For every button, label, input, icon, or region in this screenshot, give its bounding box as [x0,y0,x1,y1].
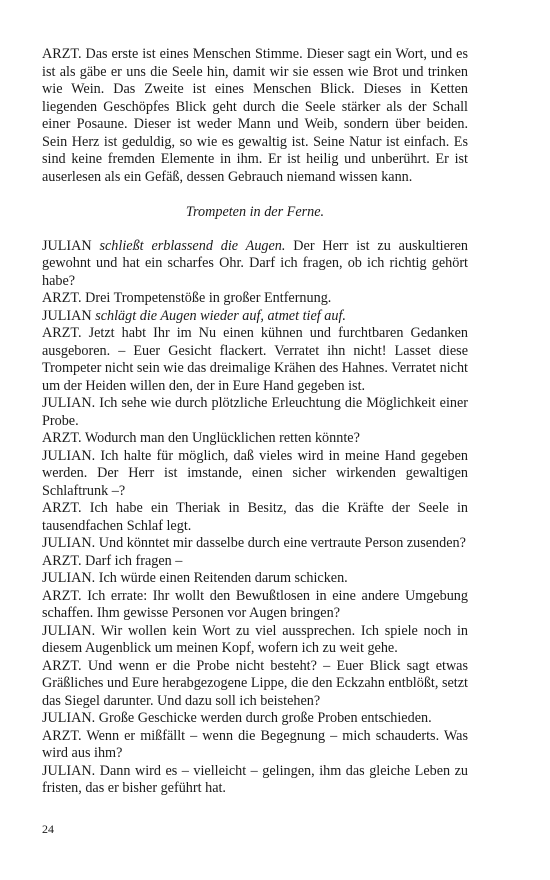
dialogue-line [42,553,468,571]
speaker-name: ARZT. [42,325,82,341]
speaker-name: JULIAN. [42,762,96,779]
speaker-name: JULIAN. [42,447,96,464]
stage-direction-inline: schließt erblassend die Augen. [99,237,286,254]
speaker-name: ARZT. [42,587,82,604]
spoken-text: Ich sehe wie durch plötzliche Erleuchtung die Möglichkeit einer Probe. [42,395,468,429]
intro-paragraph: ARZT. Das erste ist eines Menschen Stimme. Dieser sagt ein Wort, und es ist als gäbe er uns die Seele hin, damit wir sie essen wie Brot und trinken wie Wein. Das Zweite ist eines Menschen Blick. Dieses in Ketten liegenden Geschöpfes Blick geht durch die Seele stärker als der Schall einer Posaune. Dieser ist weder Mann und Weib, sondern über beiden. Sein Herz ist geduldig, so wie es gewaltig ist. Seine Natur ist einfach. Es sind keine fremden Elemente in ihm. Er ist heilig und unberührt. Er ist auserlesen als ein Gefäß, dessen Gebrauch niemand wissen kann. [42,46,468,185]
dialogue-line [42,395,468,430]
dialogue-line [42,290,468,308]
speaker-name: JULIAN. [42,535,96,551]
dialogue-line [42,308,468,326]
stage-direction: Trompeten in der Ferne. [185,204,325,220]
dialogue-line [42,430,468,448]
dialogue-line [42,535,468,553]
dialogue-line [42,570,468,588]
dialogue-line [42,728,468,763]
speaker-name: JULIAN [42,237,92,254]
spoken-text: Jetzt habt Ihr im Nu einen kühnen und furchtbaren Gedanken ausgeboren. – Euer Gesicht flackert. Verratet ihn nicht! Lasset diese Trompeter nicht sein wie das dreimalige Krähen des Hahnes. Verratet nicht um der Heiden willen den, der in Eure Hand gegeben ist. [42,325,469,394]
spoken-text: Drei Trompetenstöße in großer Entfernung. [85,290,332,306]
speaker-name: ARZT. [42,290,82,306]
page-number: 24 [42,822,54,836]
dialogue-line [42,623,468,658]
speaker-name: ARZT. [42,500,82,516]
spoken-text: Wodurch man den Unglücklichen retten könnte? [84,430,360,446]
dialogue-line [42,588,468,623]
spoken-text: Wenn er mißfällt – wenn die Begegnung – mich schauderts. Was wird aus ihm? [42,727,468,761]
speaker-name: ARZT. [42,657,82,674]
dialogue-line [42,448,468,501]
spoken-text: Ich halte für möglich, daß vieles wird in meine Hand gegeben werden. Der Herr ist imstande, einen sicher wirkenden gewaltigen Schlaftrunk –? [42,447,468,499]
spoken-text: Darf ich fragen – [85,552,183,569]
spoken-text: Dann wird es – vielleicht – gelingen, ihm das gleiche Leben zu fristen, das er bisher geführt hat. [42,762,469,796]
dialogue-line [42,238,468,291]
spoken-text: Und könntet mir dasselbe durch eine vertraute Person zusenden? [98,535,466,551]
speaker-name: JULIAN. [42,710,96,726]
spoken-text: Der Herr ist zu auskultieren gewohnt und hat ein scharfes Ohr. Darf ich fragen, ob ich richtig gehört habe? [42,237,468,289]
spoken-text: Ich würde einen Reitenden darum schicken. [98,570,348,586]
dialogue-line [42,325,468,395]
spoken-text: Ich habe ein Theriak in Besitz, das die Kräfte der Seele in tausendfachen Schlaf legt. [42,500,469,534]
dialogue-line [42,763,468,798]
spoken-text: Ich errate: Ihr wollt den Bewußtlosen in eine andere Umgebung schaffen. Ihm gewisse Personen vor Augen bringen? [42,587,468,621]
spoken-text: Und wenn er die Probe nicht besteht? – Euer Blick sagt etwas Gräßliches und Eure herabgezogene Lippe, die den Eckzahn entblößt, setzt das Siegel darunter. Und dazu soll ich beistehen? [42,657,469,709]
book-page-text [42,46,468,798]
speaker-name: JULIAN [42,307,92,324]
speaker-name: JULIAN. [42,395,96,411]
speaker-name: ARZT. [42,727,82,744]
stage-direction-inline: schlägt die Augen wieder auf, atmet tief auf. [95,307,346,324]
dialogue [42,238,468,798]
dialogue-line [42,710,468,728]
dialogue-line [42,500,468,535]
speaker-name: ARZT. [42,430,82,446]
speaker-name: ARZT. [42,552,82,569]
spoken-text: Große Geschicke werden durch große Proben entschieden. [98,710,432,726]
speaker-name: JULIAN. [42,570,96,586]
speaker-name: JULIAN. [42,622,96,639]
dialogue-line [42,658,468,711]
spoken-text: Wir wollen kein Wort zu viel aussprechen. Ich spiele noch in diesem Augenblick um meinen Kopf, wofern ich zu weit gehe. [42,622,468,656]
